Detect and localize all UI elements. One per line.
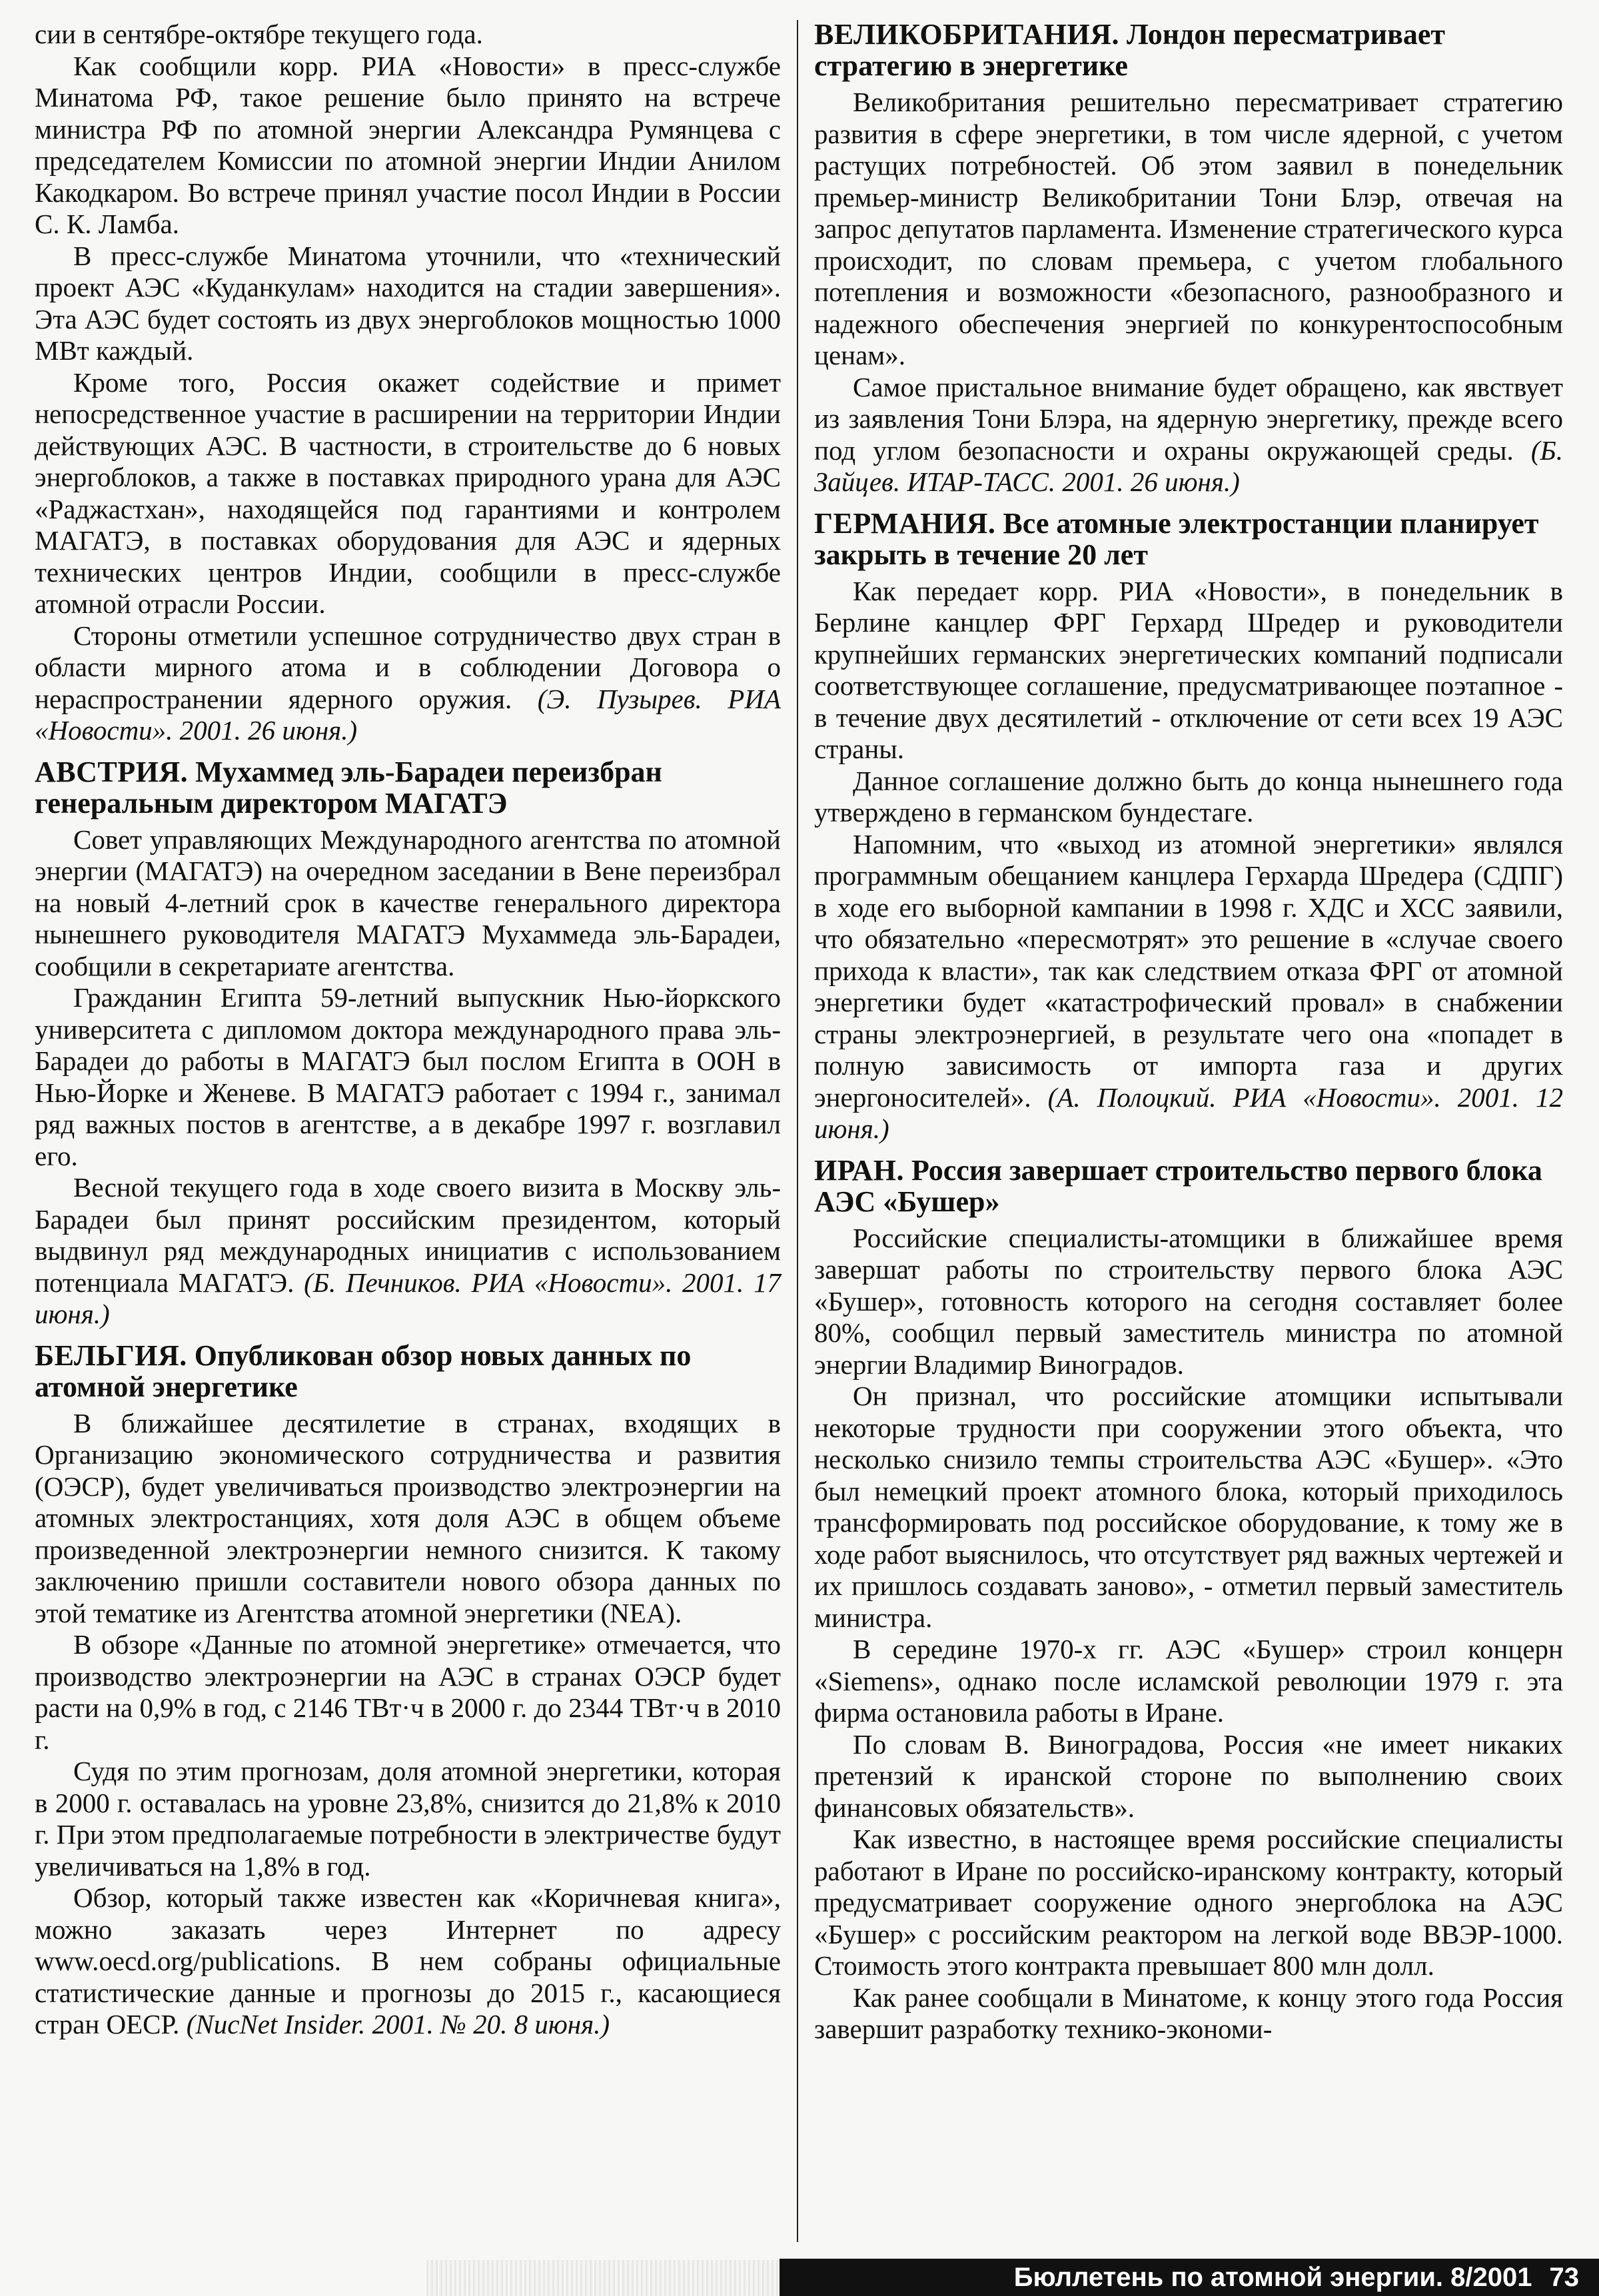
source-citation: (Б. Печников. РИА «Новости». 2001. 17 июня.) (35, 1267, 781, 1329)
paragraph: Как сообщили корр. РИА «Новости» в пресс-службе Минатома РФ, такое решение было принято на встрече министра РФ по атомной энергии Александра Румянцева с председателем Комиссии по атомной энергии Индии Анилом Какодкаром. Во встрече принял участие посол Индии в России С. К. Ламба. (35, 50, 781, 239)
paragraph (35, 620, 781, 747)
paragraph: Великобритания решительно пересматривает стратегию развития в сфере энергетики, в том числе ядерной, с учетом растущих потребностей. Об этом заявил в понедельник премьер-министр Великобритании Тони Блэр, отвечая на запрос депутатов парламента. Изменение стратегического курса происходит, по словам премьера, с учетом глобального потепления и возможности «безопасного, разнообразного и надежного обеспечения энергией по конкурентоспособным ценам». (814, 87, 1563, 370)
source-citation: (Б. Зайцев. ИТАР-ТАСС. 2001. 26 июня.) (814, 434, 1563, 497)
paragraph (814, 372, 1563, 498)
paragraph: Данное соглашение должно быть до конца нынешнего года утверждено в германском бундестаге. (814, 765, 1563, 828)
headline: Все атомные электростанции планирует закрыть в течение 20 лет (814, 506, 1539, 571)
paragraph: По словам В. Виноградова, Россия «не имеет никаких претензий к иранской стороне по выполнению своих финансовых обязательств». (814, 1728, 1563, 1823)
headline: Опубликован обзор новых данных по атомной энергетике (35, 1339, 692, 1403)
paragraph: В середине 1970-х гг. АЭС «Бушер» строил концерн «Siemens», однако после исламской революции 1979 г. эта фирма остановила работы в Иране. (814, 1634, 1563, 1728)
paragraph: сии в сентябре-октябре текущего года. (35, 19, 483, 49)
country-name: БЕЛЬГИЯ. (35, 1339, 187, 1372)
paragraph (35, 1882, 781, 2041)
article-heading-austria (35, 756, 781, 819)
paragraph-text: Самое пристальное внимание будет обращено, как явствует из заявления Тони Блэра, на ядерную энергетику, прежде всего под углом безопасности и охраны окружающей среды. (814, 371, 1563, 466)
paragraph-text: Напомним, что «выход из атомной энергетики» являлся программным обещанием канцлера Герхарда Шредера (СДПГ) в ходе его выборной кампании в 1998 г. ХДС и ХСС заявили, что обязательно «пересмотрят» это решение в «случае своего прихода к власти», так как следствием отказа ФРГ от атомной энергетики будет «катастрофический провал» в снабжении страны электроэнергией, в результате чего она «попадет в полную зависимость от импорта газа и других энергоносителей». (814, 828, 1563, 1113)
paragraph: В пресс-службе Минатома уточнили, что «технический проект АЭС «Куданкулам» находится на стадии завершения». Эта АЭС будет состоять из двух энергоблоков мощностью 1000 МВт каждый. (35, 240, 781, 366)
paragraph: Российские специалисты-атомщики в ближайшее время завершат работы по строительству первого блока АЭС «Бушер», готовность которого на сегодня составляет более 80%, сообщил первый заместитель министра по атомной энергии Владимир Виноградов. (814, 1222, 1563, 1380)
paragraph: В ближайшее десятилетие в странах, входящих в Организацию экономического сотрудничества и развития (ОЭСР), будет увеличиваться производство электроэнергии на атомных электростанциях, хотя доля АЭС в общем объеме произведенной электроэнергии немного снизится. К такому заключению пришли составители нового обзора данных по этой тематике из Агентства атомной энергетики (NEA). (35, 1407, 781, 1628)
paragraph: В обзоре «Данные по атомной энергетике» отмечается, что производство электроэнергии на АЭС в странах ОЭСР будет расти на 0,9% в год, с 2146 ТВт·ч в 2000 г. до 2344 ТВт·ч в 2010 г. (35, 1629, 781, 1755)
paragraph: Как передает корр. РИА «Новости», в понедельник в Берлине канцлер ФРГ Герхард Шредер и руководители крупнейших германских энергетических компаний подписали соответствующее соглашение, предусматривающее поэтапное - в течение двух десятилетий - отключение от сети всех 19 АЭС страны. (814, 575, 1563, 764)
paragraph: Гражданин Египта 59-летний выпускник Нью-йоркского университета с дипломом доктора международного права эль-Барадеи до работы в МАГАТЭ был послом Египта в ООН в Нью-Йорке и Женеве. В МАГАТЭ работает с 1994 г., занимал ряд важных постов в агентстве, а в декабре 1997 г. возглавил его. (35, 982, 781, 1171)
country-name: ГЕРМАНИЯ. (814, 506, 996, 540)
paragraph: Кроме того, Россия окажет содействие и примет непосредственное участие в расширении на территории Индии действующих АЭС. В частности, в строительстве до 6 новых энергоблоков, а также в поставках природного урана для АЭС «Раджастхан», находящейся под гарантиями и контролем МАГАТЭ, в поставках оборудования для АЭС и ядерных технических центров Индии, сообщили в пресс-службе атомной отрасли России. (35, 366, 781, 619)
paragraph: Как ранее сообщали в Минатоме, к концу этого года Россия завершит разработку технико-экономи- (814, 1982, 1563, 2044)
source-citation: (NucNet Insider. 2001. № 20. 8 июня.) (186, 2009, 610, 2039)
paragraph: Судя по этим прогнозам, доля атомной энергетики, которая в 2000 г. оставалась на уровне 23,8%, снизится до 21,8% к 2010 г. При этом предполагаемые потребности в электричестве будут увеличиваться на 1,8% в год. (35, 1756, 781, 1882)
country-name: ИРАН. (814, 1153, 904, 1187)
paragraph-text: Весной текущего года в ходе своего визита в Москву эль-Барадеи был принят российским президентом, который выдвинул ряд международных инициатив с использованием потенциала МАГАТЭ. (35, 1172, 781, 1298)
paragraph: Он признал, что российские атомщики испытывали некоторые трудности при сооружении этого объекта, что несколько снизило темпы строительства АЭС «Бушер». «Это был немецкий проект атомного блока, который приходилось трансформировать под российское оборудование, к тому же в ходе работ выяснилось, что отсутствует ряд важных чертежей и их пришлось создавать заново», - отметил первый заместитель министра. (814, 1381, 1563, 1633)
running-footer (780, 2259, 1599, 2296)
right-column (814, 19, 1563, 2045)
scan-noise (426, 2260, 800, 2296)
left-column (35, 19, 781, 2041)
source-citation: (Э. Пузырев. РИА «Новости». 2001. 26 июня.) (35, 683, 781, 746)
article-heading-iran (814, 1155, 1563, 1217)
article-heading-germany (814, 508, 1563, 570)
paragraph (814, 829, 1563, 1145)
article-heading-uk (814, 19, 1563, 81)
article-heading-belgium (35, 1340, 781, 1403)
headline: Лондон пересматривает стратегию в энергетике (814, 18, 1446, 82)
column-divider (797, 20, 798, 2242)
paragraph: Совет управляющих Международного агентства по атомной энергии (МАГАТЭ) на очередном заседании в Вене переизбрал на новый 4-летний срок в качестве генерального директора нынешнего руководителя МАГАТЭ Мухаммеда эль-Барадеи, сообщили в секретариате агентства. (35, 824, 781, 981)
paragraph (35, 1172, 781, 1331)
paragraph-text: Стороны отметили успешное сотрудничество двух стран в области мирного атома и в соблюдении Договора о нераспространении ядерного оружия. (35, 620, 781, 714)
country-name: АВСТРИЯ. (35, 755, 189, 788)
journal-title: Бюллетень по атомной энергии. 8/2001 (1013, 2263, 1532, 2292)
headline: Мухаммед эль-Барадеи переизбран генеральным директором МАГАТЭ (35, 755, 662, 820)
source-citation: (А. Полоцкий. РИА «Новости». 2001. 12 июня.) (814, 1081, 1563, 1144)
country-name: ВЕЛИКОБРИТАНИЯ. (814, 18, 1120, 51)
page-number: 73 (1549, 2263, 1579, 2292)
headline: Россия завершает строительство первого блока АЭС «Бушер» (814, 1153, 1542, 1218)
paragraph: Как известно, в настоящее время российские специалисты работают в Иране по российско-иранскому контракту, который предусматривает сооружение одного энергоблока на АЭС «Бушер» с российским реактором на легкой воде ВВЭР-1000. Стоимость этого контракта превышает 800 млн долл. (814, 1824, 1563, 1981)
paragraph-text: Обзор, который также известен как «Коричневая книга», можно заказать через Интернет по адресу www.oecd.org/publications. В нем собраны официальные статистические данные и прогнозы до 2015 г., касающиеся стран ОЕСР. (35, 1882, 781, 2039)
